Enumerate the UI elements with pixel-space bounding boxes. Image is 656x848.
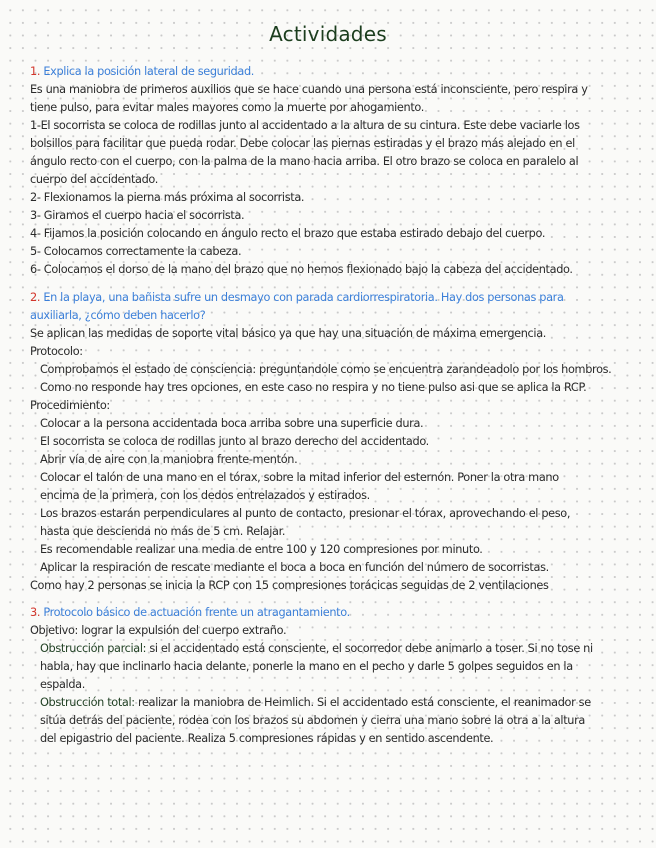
s1-step: 6- Colocamos el dorso de la mano del brazo que no hemos flexionado bajo la cabeza del accidentado. [30, 263, 573, 276]
section-1-heading [30, 63, 642, 81]
section-2-heading [30, 289, 642, 307]
s1-line: Es una maniobra de primeros auxilios que se hace cuando una persona está inconsciente, pero respira y [30, 83, 588, 96]
s1-step: 4- Fijamos la posición colocando en ángulo recto el brazo que estaba estirado debajo del cuerpo. [30, 227, 546, 240]
s1-line: 1-El socorrista se coloca de rodillas junto al accidentado a la altura de su cintura. Este debe vaciarle los [30, 119, 580, 132]
protocolo-item: Comprobamos el estado de consciencia: preguntandole como se encuentra zarandeadolo por los hombros. [40, 363, 612, 376]
section-3-heading [30, 604, 642, 622]
procedimiento-item: Aplicar la respiración de rescate mediante el boca a boca en función del número de socorristas. [40, 561, 549, 574]
procedimiento-item: Colocar el talón de una mano en el tórax, sobre la mitad inferior del esternón. Poner la otra mano [40, 471, 559, 484]
procedimiento-item: hasta que descienda no más de 5 cm. Relajar. [40, 525, 286, 538]
procedimiento-item: Es recomendable realizar una media de entre 100 y 120 compresiones por minuto. [40, 543, 483, 556]
procedimiento-label: Procedimiento: [30, 399, 110, 412]
protocolo-item: Como no responde hay tres opciones, en este caso no respira y no tiene pulso asi que se aplica la RCP. [40, 381, 587, 394]
page-title: Actividades [269, 22, 387, 46]
procedimiento-item: Colocar a la persona accidentada boca arriba sobre una superficie dura. [40, 417, 424, 430]
s1-step: 3- Giramos el cuerpo hacia el socorrista. [30, 209, 245, 222]
total-text: realizar la maniobra de Heimlich. Si el accidentado está consciente, el reanimador se [134, 696, 591, 709]
obstruccion-total [30, 694, 642, 712]
content [30, 63, 642, 748]
s2-closing: Como hay 2 personas se inicia la RCP con 15 compresiones torácicas seguidas de 2 ventilaciones [30, 579, 549, 592]
objetivo: Objetivo: lograr la expulsión del cuerpo extraño. [30, 624, 287, 637]
obstruccion-parcial [30, 640, 642, 658]
spacer [30, 279, 642, 289]
total-cont: del epigastrio del paciente. Realiza 5 compresiones rápidas y en sentido ascendente. [40, 732, 494, 745]
section-2-heading-cont: auxiliarla, ¿cómo deben hacerlo? [30, 309, 206, 322]
s1-step: 5- Colocamos correctamente la cabeza. [30, 245, 242, 258]
procedimiento-item: encima de la primera, con los dedos entrelazados y estirados. [40, 489, 370, 502]
protocolo-label: Protocolo: [30, 345, 83, 358]
s1-line: ángulo recto con el cuerpo, con la palma de la mano hacia arriba. El otro brazo se coloca en paralelo al [30, 155, 579, 168]
section-1-heading-text: Explica la posición lateral de seguridad. [43, 65, 255, 78]
s1-line: bolsillos para facilitar que pueda rodar. Debe colocar las piernas estiradas y el brazo más alejado en el [30, 137, 575, 150]
parcial-cont: habla, hay que inclinarlo hacia delante, ponerle la mano en el pecho y darle 5 golpes seguidos en la [40, 660, 573, 673]
procedimiento-item: Abrir vía de aire con la maniobra frente-mentón. [40, 453, 298, 466]
parcial-text: si el accidentado está consciente, el socorredor debe animarlo a toser. Si no tose ni [146, 642, 593, 655]
s1-line: cuerpo del accidentado. [30, 173, 159, 186]
section-2-heading-text: En la playa, una bañista sufre un desmayo con parada cardiorrespiratoria. Hay dos personas para [43, 291, 564, 304]
section-3-heading-text: Protocolo básico de actuación frente un atragantamiento. [43, 606, 350, 619]
s2-intro: Se aplican las medidas de soporte vital básico ya que hay una situación de máxima emergencia. [30, 327, 547, 340]
total-label: Obstrucción total: [40, 696, 135, 709]
procedimiento-item: Los brazos estarán perpendiculares al punto de contacto, presionar el tórax, aprovechando el peso, [40, 507, 571, 520]
s1-line: tiene pulso, para evitar males mayores como la muerte por ahogamiento. [30, 101, 425, 114]
section-2-number: 2. [30, 291, 41, 304]
s1-step: 2- Flexionamos la pierna más próxima al socorrista. [30, 191, 305, 204]
parcial-cont: espalda. [40, 678, 85, 691]
section-3-number: 3. [30, 606, 41, 619]
procedimiento-item: El socorrista se coloca de rodillas junto al brazo derecho del accidentado. [40, 435, 429, 448]
total-cont: sitúa detrás del paciente, rodea con los brazos su abdomen y cierra una mano sobre la otra a la altura [40, 714, 585, 727]
section-1-number: 1. [30, 65, 41, 78]
parcial-label: Obstrucción parcial: [40, 642, 147, 655]
spacer [30, 595, 642, 604]
